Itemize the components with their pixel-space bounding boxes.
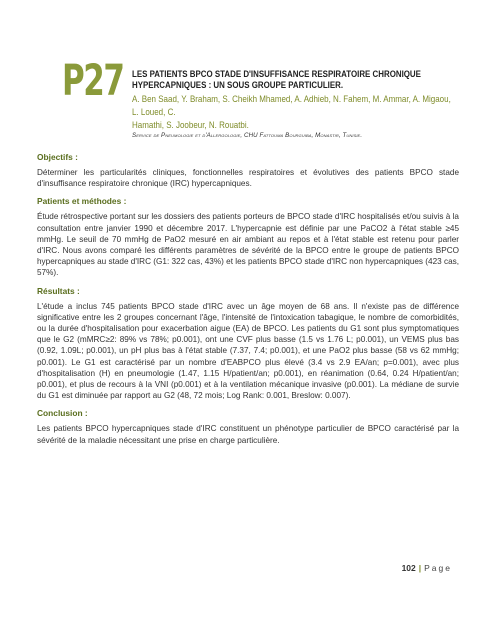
abstract-title	[132, 69, 458, 91]
footer-separator: |	[418, 563, 422, 573]
title-line-1: LES PATIENTS BPCO STADE D'INSUFFISANCE RESPIRATOIRE CHRONIQUE	[132, 69, 421, 79]
section-text: Étude rétrospective portant sur les dossiers des patients porteurs de BPCO stade d'IRC hospitalisés et/ou suivis à la consultation entre janvier 1990 et décembre 2017. L'hypercapnie est définie par une PaCO2 à l'état stable ≥45 mmHg. Le seuil de 70 mmHg de PaO2 mesuré en air ambiant au repos et à l'état stable est retenu pour parler d'IRC. Nous avons comparé les différents paramètres de sévérité de la BPCO entre le groupe de patients BPCO hypercapniques au stade d'IRC (G1: 322 cas, 43%) et les patients BPCO stade d'IRC non hypercapniques (423 cas, 57%).	[37, 212, 459, 278]
authors-line-2: Hamathi, S. Joobeur, N. Rouatbi.	[132, 120, 249, 130]
section-heading: Résultats :	[37, 285, 80, 296]
abstract-header	[132, 69, 462, 140]
section-text: Les patients BPCO hypercapniques stade d'IRC constituent un phénotype particulier de BPCO caractérisé par la sévérité de la maladie nécessitant une prise en charge particulière.	[37, 424, 459, 445]
section-methodes	[37, 196, 459, 278]
page-footer	[402, 563, 452, 573]
page-label: Page	[424, 563, 452, 573]
section-conclusion	[37, 408, 459, 445]
section-text: L'étude a inclus 745 patients BPCO stade d'IRC avec un âge moyen de 68 ans. Il n'existe pas de différence significative entre les 2 groupes concernant l'âge, l'intensité de l'intoxication tabagique, le nombre de comorbidités, ou la durée d'hospitalisation pour exacerbation aigue (EA) de BPCO. Les patients du G1 sont plus symptomatiques que le G2 (mMRC≥2: 89% vs 78%; p0.001), ont une CVF plus basse (1.5 vs 1.76 L; p0.001), un VEMS plus bas (0.92, 1.09L; p0.001), un pH plus bas à l'état stable (7.37, 7.4; p0.001), et une PaO2 plus basse (58 vs 62 mmHg; p0.001). Le G1 est caractérisé par un nombre d'EABPCO plus élevé (3.4 vs 2.9 EA/an; p=0.001), avec plus d'hospitalisation (H) en pneumologie (1.47, 1.15 H/patient/an; p0.001), en réanimation (0.64, 0.24 H/patient/an; p0.001), et plus de recours à la VNI (p0.001) et à la ventilation mécanique invasive (p0.001). La médiane de survie du G1 est diminuée par rapport au G2 (48, 72 mois; Log Rank: 0.001, Breslow: 0.007).	[37, 301, 459, 401]
section-heading: Conclusion :	[37, 408, 88, 419]
affiliation: Service de Pneumologie et d'Allergologie, CHU Fattouma Bourguiba, Monastir, Tunisie.	[132, 132, 363, 139]
section-heading: Objectifs :	[37, 152, 78, 162]
section-objectifs	[37, 152, 459, 189]
section-text: Déterminer les particularités cliniques, fonctionnelles respiratoires et évolutives des patients BPCO stade d'insuffisance respiratoire chronique (IRC) hypercapniques.	[37, 168, 459, 189]
section-heading: Patients et méthodes :	[37, 196, 127, 207]
section-resultats	[37, 286, 459, 402]
poster-code: P27	[62, 56, 124, 106]
title-line-2: HYPERCAPNIQUES : UN SOUS GROUPE PARTICULIER.	[132, 80, 344, 90]
authors-line-1: A. Ben Saad, Y. Braham, S. Cheikh Mhamed, A. Adhieb, N. Fahem, M. Ammar, A. Migaou, L. Loued, C.	[132, 94, 451, 117]
author-list	[132, 93, 459, 132]
page-number: 102	[401, 563, 416, 573]
abstract-body	[37, 152, 459, 453]
